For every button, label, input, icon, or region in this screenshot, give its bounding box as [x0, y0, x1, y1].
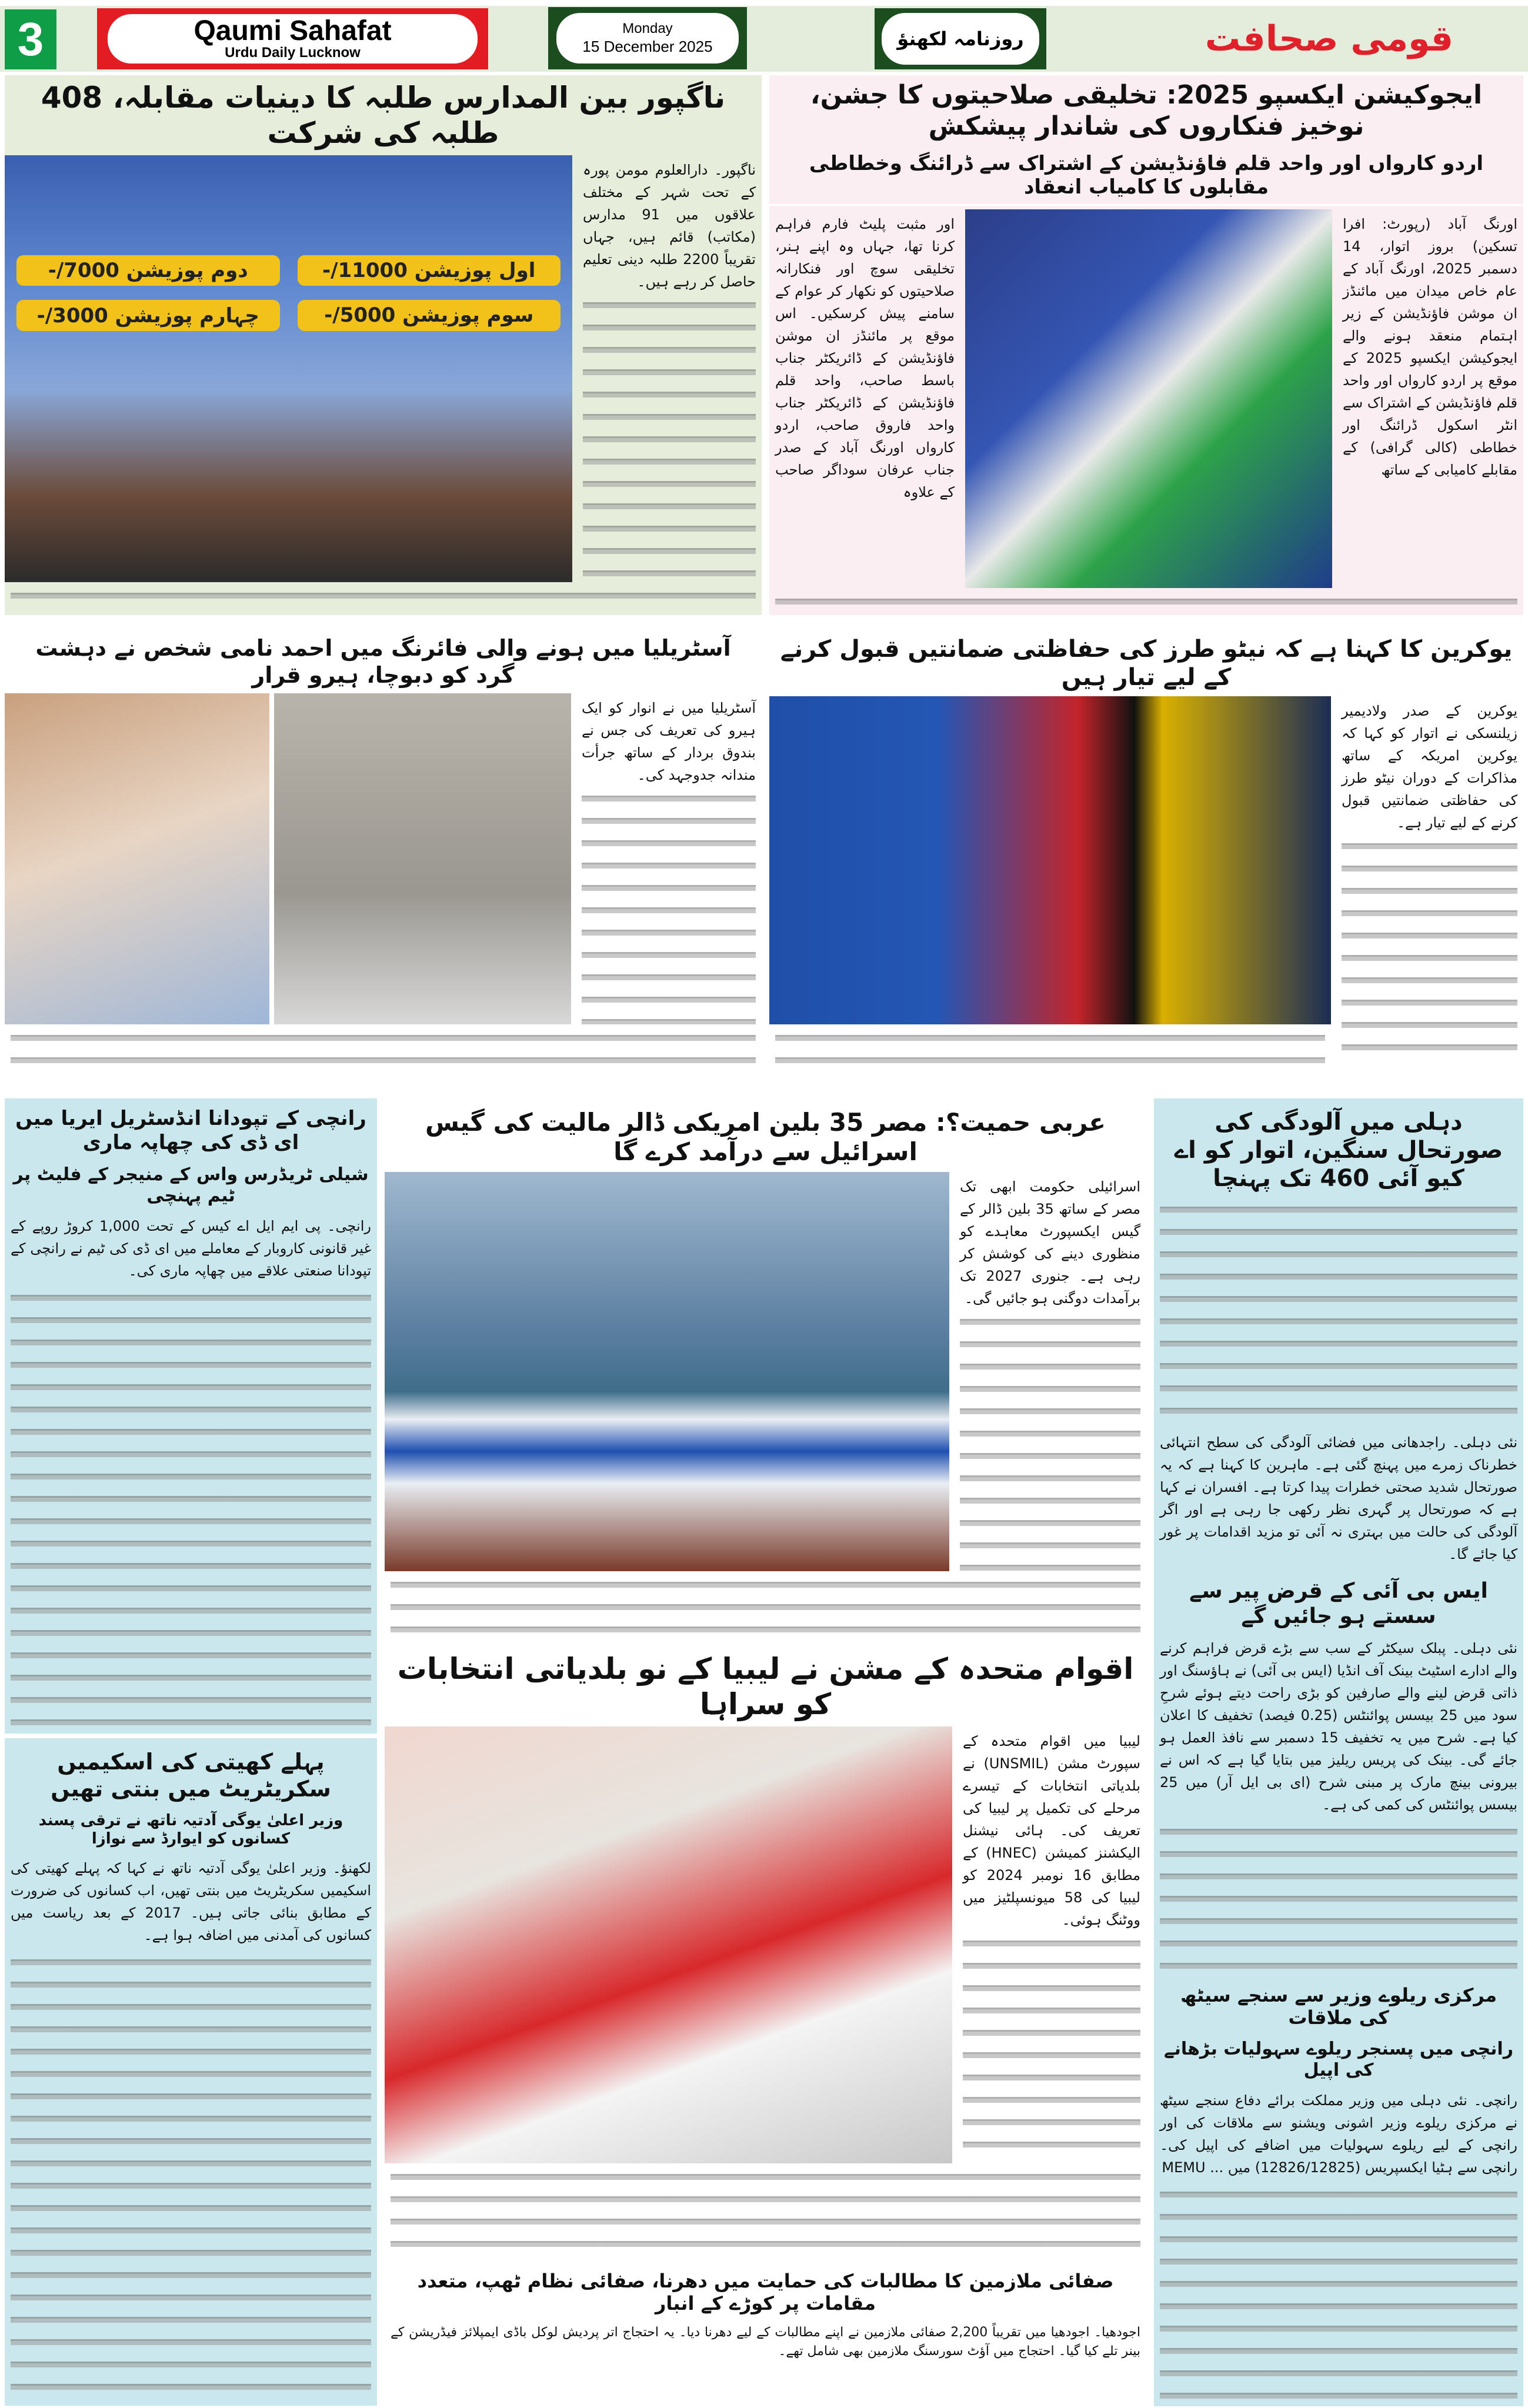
- story-australia: [5, 630, 762, 1069]
- paper-name-en: Qaumi Sahafat: [193, 15, 392, 46]
- subheadline: شیلی ٹریڈرس واس کے منیجر کے فلیٹ پر ٹیم پہنچی: [13, 1164, 369, 1206]
- story-ranchi-ed: [5, 1098, 377, 1734]
- story-libya: [385, 1646, 1146, 2261]
- story-sbi: [1154, 1569, 1523, 1977]
- headline: ناگپور بین المدارس طلبہ کا دینیات مقابلہ، 408 طلبہ کی شرکت: [41, 81, 726, 150]
- subheadline: وزیر اعلیٰ یوگی آدتیہ ناتھ نے ترقی پسند کسانوں کو ایوارڈ سے نوازا: [38, 1812, 343, 1848]
- article-text: ناگپور۔ دارالعلوم مومن پورہ کے تحت شہر کے مختلف علاقوں میں 91 مدارس (مکاتب) قائم ہیں، جہاں تقریباً 2200 طلبہ دینی تعلیم حاصل کر رہے ہیں۔: [583, 162, 756, 290]
- article-text: اجودھیا۔ اجودھیا میں تقریباً 2,200 صفائی ملازمین نے اپنے مطالبات کے لیے دھرنا دیا۔ یہ احتجاج اتر پردیش لوکل باڈی ایمپلائز فیڈریشن کے بینر تلے کیا گیا۔ احتجاج میں آؤٹ سورسنگ ملازمین بھی شامل تھے۔: [391, 2324, 1141, 2359]
- article-text-columns: [1160, 2186, 1517, 2400]
- story-egypt-gas: [385, 1098, 1146, 1639]
- story-expo: [769, 75, 1523, 615]
- article-text-columns: [775, 593, 1517, 610]
- date-box: [548, 7, 747, 69]
- headline: صفائی ملازمین کا مطالبات کی حمایت میں دھرنا، صفائی نظام ٹھپ، متعدد مقامات پر کوڑے کے انبار: [417, 2270, 1114, 2315]
- article-text-columns: [11, 1029, 756, 1064]
- photo-gas-platform: [385, 1172, 949, 1571]
- story-railway: [1154, 1977, 1523, 2406]
- story-sanitation: [385, 2265, 1146, 2406]
- article-text-columns: [11, 587, 756, 610]
- urdu-logo: قومی صحافت: [1205, 18, 1454, 59]
- headline: ایس بی آئی کے قرض پیر سے سستے ہو جائیں گے: [1189, 1579, 1488, 1629]
- paper-tagline: Urdu Daily Lucknow: [225, 44, 361, 61]
- headline: پہلے کھیتی کی اسکیمیں سکریٹریٹ میں بنتی تھیں: [51, 1749, 331, 1802]
- headline: عربی حمیت؟: مصر 35 بلین امریکی ڈالر مالیت کی گیس اسرائیل سے درآمد کرے گا: [425, 1108, 1106, 1167]
- article-text: نئی دہلی۔ راجدھانی میں فضائی آلودگی کی سطح انتہائی خطرناک زمرے میں پہنچ گئی ہے۔ ماہرین کا کہنا ہے کہ یہ صورتحال شدید صحتی خطرات پیدا کرتا ہے۔ افسران نے کہا ہے کہ صورتحال پر گہری نظر رکھی جا رہی ہے اور اگر آلودگی کی حالت میں بہتری نہ آئی تو مزید اقدامات پر غور کیا جائے گا۔: [1160, 1434, 1517, 1562]
- article-text: یوکرین کے صدر ولادیمیر زیلنسکی نے اتوار کو کہا کہ یوکرین امریکہ کے ساتھ مذاکرات کے دوران نیٹو طرز کی حفاظتی ضمانتیں قبول کرنے کے لیے تیار ہے۔: [1342, 703, 1517, 831]
- article-text-columns: [11, 1953, 371, 2399]
- issue-day: Monday: [622, 21, 673, 36]
- issue-date: 15 December 2025: [582, 37, 713, 55]
- headline: رانچی کے تپودانا انڈسٹریل ایریا میں ای ڈی کی چھاپہ ماری: [15, 1107, 366, 1154]
- article-text: لیبیا میں اقوام متحدہ کے سپورٹ مشن (UNSMIL) نے بلدیاتی انتخابات کے تیسرے مرحلے کی تکمیل پر لیبیا کی تعریف کی۔ ہائی نیشنل الیکشنز کمیشن (HNEC) کے مطابق 16 نومبر 2024 کو لیبیا کی 58 میونسپلٹیز میں ووٹنگ ہوئی۔: [963, 1733, 1141, 1928]
- article-text: آسٹریلیا میں نے انوار کو ایک ہیرو کی تعریف کی جس نے بندوق بردار کے ساتھ جرأت مندانہ جدوجہد کی۔: [582, 700, 756, 784]
- article-text: رانچی۔ نئی دہلی میں وزیر مملکت برائے دفاع سنجے سیٹھ نے مرکزی ریلوے وزیر اشونی ویشنو سے ملاقات کی اور رانچی کے لیے ریلوے سہولیات میں اضافے کی اپیل کی۔ رانچی سے ہٹیا ایکسپریس (12826/12825) میں ... MEMU: [1160, 2092, 1517, 2176]
- article-text: رانچی۔ پی ایم ایل اے کیس کے تحت 1,000 کروڑ روپے کے غیر قانونی کاروبار کے معاملے میں ای ڈی کی ٹیم نے رانچی کے تپودانا صنعتی علاقے میں چھاپہ ماری کی۔: [11, 1217, 371, 1279]
- story-delhi-pollution: [1154, 1098, 1523, 1569]
- photo-man-closeup: [5, 693, 269, 1024]
- article-text: اور مثبت پلیٹ فارم فراہم کرنا تھا، جہاں وہ اپنے ہنر، تخلیقی سوچ اور فنکارانہ صلاحیتوں کو نکھار کر عوام کے سامنے پیش کرسکیں۔ اس موقع پر مائنڈز ان موشن فاؤنڈیشن کے ڈائریکٹر جناب باسط صاحب، واحد قلم فاؤنڈیشن کے ڈائریکٹر جناب واحد فاروق صاحب، اردو کارواں اورنگ آباد کے صدر جناب عرفان سوداگر صاحب کے علاوہ: [775, 216, 955, 501]
- photo-ballot-box: [385, 1726, 952, 2163]
- subheadline: اردو کارواں اور واحد قلم فاؤنڈیشن کے اشتراک سے ڈرائنگ وخطاطی مقابلوں کا کامیاب انعقاد: [769, 147, 1523, 206]
- photo-drawing-competition: [965, 209, 1332, 588]
- article-text-columns: [963, 1935, 1140, 2163]
- headline: آسٹریلیا میں ہونے والی فائرنگ میں احمد نامی شخص نے دہشت گرد کو دبوچا، ہیرو قرار: [35, 635, 731, 688]
- story-nagpur: [5, 75, 762, 615]
- prize-label: چہارم پوزیشن 3000/-: [16, 300, 280, 331]
- headline: یوکرین کا کہنا ہے کہ نیٹو طرز کی حفاظتی ضمانتیں قبول کرنے کے لیے تیار ہیں: [780, 636, 1513, 691]
- subheadline: رانچی میں پسنجر ریلوے سہولیات بڑھانے کی اپیل: [1164, 2038, 1513, 2080]
- article-text-columns: [582, 790, 756, 1024]
- article-text: نئی دہلی۔ پبلک سیکٹر کے سب سے بڑے قرض فراہم کرنے والے ادارے اسٹیٹ بینک آف انڈیا (ایس بی آئی) نے ہاؤسنگ اور ذاتی قرض لینے والے صارفین کو بڑی راحت دیتے ہوئے شرحِ سود میں 25 بیسس پوائنٹس (0.25 فیصد) تخفیف کا اعلان کیا ہے۔ شرح میں یہ تخفیف 15 دسمبر سے نافذ العمل ہو جائے گی۔ بینک کی پریس ریلیز میں بتایا گیا ہے کہ اس نے بیرونی بینچ مارک پر مبنی شرح (ای بی ایل آر) میں 25 بیسس پوائنٹس کی کمی کی ہے۔: [1160, 1640, 1518, 1813]
- article-text: اورنگ آباد (رپورٹ: افرا تسکین) بروز اتوار، 14 دسمبر 2025، اورنگ آباد کے عام خاص میدان میں مائنڈز ان موشن فاؤنڈیشن کے زیر اہتمام منعقد ہونے والے ایجوکیشن ایکسپو 2025 کے موقع پر اردو کارواں اور واحد قلم فاؤنڈیشن کے اشتراک سے انٹر اسکول ڈرائنگ اور خطاطی (کالی گرافی) کے مقابلے کامیابی کے ساتھ: [1343, 216, 1517, 479]
- prize-label: اول پوزیشن 11000/-: [298, 255, 561, 286]
- article-text-columns: [960, 1313, 1140, 1571]
- article-text-columns: [1342, 837, 1517, 1064]
- photo-signing-ceremony: [769, 696, 1331, 1024]
- prize-banner: [16, 255, 561, 331]
- rozenama-box: [875, 8, 1046, 69]
- article-text-columns: [391, 1576, 1140, 1635]
- rozenama-label: روزنامہ لکھنؤ: [897, 27, 1024, 50]
- article-text: لکھنؤ۔ وزیر اعلیٰ یوگی آدتیہ ناتھ نے کہا کہ پہلے کھیتی کی اسکیمیں سکریٹریٹ میں بنتی تھیں، اب کسانوں کی ضرورت کے مطابق بنائی جاتی ہیں۔ 2017 کے بعد ریاست میں کسانوں کی آمدنی میں اضافہ ہوا ہے۔: [11, 1859, 372, 1943]
- photo-prize-stage: [5, 155, 572, 582]
- headline: دہلی میں آلودگی کی صورتحال سنگین، اتوار کو اے کیو آئی 460 تک پہنچا: [1174, 1108, 1503, 1192]
- english-nameplate: [97, 8, 488, 69]
- prize-label: سوم پوزیشن 5000/-: [298, 300, 561, 331]
- article-text-columns: [583, 296, 756, 582]
- article-text-columns: [1160, 1823, 1517, 1971]
- page-number: 3: [5, 9, 56, 69]
- article-text-columns: [1160, 1201, 1517, 1424]
- article-text-columns: [391, 2168, 1140, 2256]
- headline: اقوام متحدہ کے مشن نے لیبیا کے نو بلدیاتی انتخابات کو سراہا: [397, 1652, 1134, 1721]
- prize-label: دوم پوزیشن 7000/-: [16, 255, 280, 286]
- article-text-columns: [11, 1289, 371, 1726]
- headline: ایجوکیشن ایکسپو 2025: تخلیقی صلاحیتوں کا جشن، نوخیز فنکاروں کی شاندار پیشکش: [810, 80, 1483, 141]
- story-ukraine: [769, 630, 1523, 1069]
- article-text: اسرائیلی حکومت ابھی تک مصر کے ساتھ 35 بلین ڈالر کے گیس ایکسپورٹ معاہدے کو منظوری دینے کی کوشش کر رہی ہے۔ جنوری 2027 تک برآمدات دوگنی ہو جائیں گی۔: [960, 1178, 1141, 1307]
- photo-street-scuffle: [274, 693, 571, 1024]
- article-text-columns: [775, 1029, 1325, 1064]
- headline: مرکزی ریلوے وزیر سے سنجے سیٹھ کی ملاقات: [1180, 1984, 1497, 2029]
- story-pm-kisan: [5, 1738, 377, 2406]
